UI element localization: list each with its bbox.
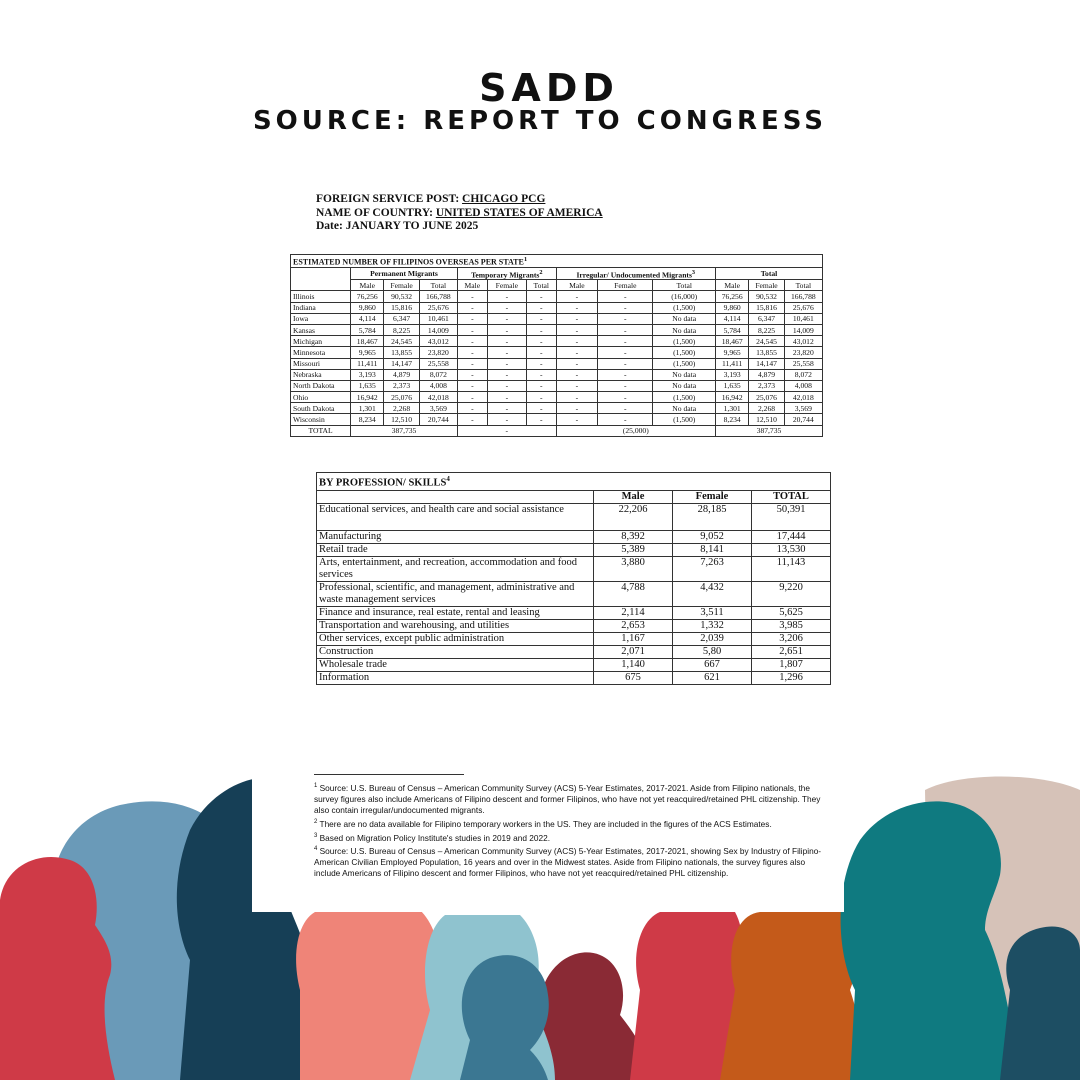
state-row bbox=[291, 291, 823, 302]
state-name: Kansas bbox=[291, 324, 351, 335]
state-cell: 76,256 bbox=[351, 291, 384, 302]
group-temporary: Temporary Migrants$^2$ bbox=[458, 267, 557, 280]
footnote-rule bbox=[314, 774, 464, 775]
prof-header-male: Male bbox=[594, 490, 673, 503]
profession-cell: 1,167 bbox=[594, 632, 673, 645]
state-cell: No data bbox=[653, 369, 716, 380]
state-cell: 25,558 bbox=[419, 358, 457, 369]
profession-cell: 11,143 bbox=[752, 556, 831, 581]
state-cell: (1,500) bbox=[653, 347, 716, 358]
state-cell: 25,076 bbox=[749, 392, 784, 403]
state-cell: - bbox=[598, 336, 653, 347]
state-cell: 12,510 bbox=[384, 414, 419, 425]
state-table-subheader bbox=[291, 280, 823, 291]
post-line bbox=[316, 193, 603, 207]
prof-header-total: TOTAL bbox=[752, 490, 831, 503]
profession-cell: 3,985 bbox=[752, 619, 831, 632]
state-cell: 4,114 bbox=[715, 313, 748, 324]
state-cell: 14,147 bbox=[384, 358, 419, 369]
state-cell: 8,225 bbox=[749, 324, 784, 335]
state-cell: - bbox=[598, 347, 653, 358]
state-cell: - bbox=[487, 324, 526, 335]
state-cell: 43,012 bbox=[784, 336, 822, 347]
state-name: Minnesota bbox=[291, 347, 351, 358]
profession-row bbox=[317, 503, 831, 530]
state-cell: - bbox=[458, 302, 488, 313]
state-cell: 18,467 bbox=[715, 336, 748, 347]
profession-skills-table bbox=[316, 472, 831, 685]
footnote: $^4$ Source: U.S. Bureau of Census – American Community Survey (ACS) 5-Year Estimates, 2017-2021, showing Sex by Industry of Filipino-American Civilian Employed Population, 16 years and over in the Midwest states. Aside from Filipino nationals, the survey figures also include Americans of Filipino descent and former Filipinos, who have not yet reacquired/retained PHL citizenship. bbox=[314, 846, 822, 879]
profession-cell: 5,80 bbox=[673, 645, 752, 658]
state-cell: 6,347 bbox=[749, 313, 784, 324]
profession-cell: 1,807 bbox=[752, 658, 831, 671]
country-line bbox=[316, 207, 603, 221]
state-cell: - bbox=[527, 291, 557, 302]
subheader-total: Total bbox=[784, 280, 822, 291]
state-cell: 1,635 bbox=[715, 380, 748, 391]
state-cell: (1,500) bbox=[653, 392, 716, 403]
state-cell: - bbox=[598, 358, 653, 369]
state-cell: - bbox=[598, 380, 653, 391]
state-cell: 1,301 bbox=[715, 403, 748, 414]
state-cell: No data bbox=[653, 313, 716, 324]
state-cell: - bbox=[458, 380, 488, 391]
state-cell: 42,018 bbox=[784, 392, 822, 403]
subheader-male: Male bbox=[715, 280, 748, 291]
state-cell: 4,008 bbox=[784, 380, 822, 391]
state-cell: 11,411 bbox=[715, 358, 748, 369]
state-cell: - bbox=[527, 414, 557, 425]
state-cell: - bbox=[556, 369, 598, 380]
state-name: Indiana bbox=[291, 302, 351, 313]
silhouette-dark-teal-center bbox=[460, 955, 549, 1080]
profession-cell: 5,625 bbox=[752, 606, 831, 619]
footnote-list bbox=[314, 781, 832, 879]
profession-row bbox=[317, 632, 831, 645]
state-cell: 20,744 bbox=[784, 414, 822, 425]
profession-cell: 8,392 bbox=[594, 530, 673, 543]
profession-cell: 3,880 bbox=[594, 556, 673, 581]
subheader-total: Total bbox=[527, 280, 557, 291]
state-cell: - bbox=[458, 313, 488, 324]
state-cell: - bbox=[556, 414, 598, 425]
state-cell: (1,500) bbox=[653, 302, 716, 313]
profession-name: Educational services, and health care and social assistance bbox=[317, 503, 594, 530]
state-cell: 20,744 bbox=[419, 414, 457, 425]
state-cell: - bbox=[527, 403, 557, 414]
state-cell: 3,193 bbox=[715, 369, 748, 380]
profession-row bbox=[317, 581, 831, 606]
document-header bbox=[316, 193, 603, 234]
state-cell: 1,301 bbox=[351, 403, 384, 414]
profession-cell: 4,432 bbox=[673, 581, 752, 606]
state-cell: 76,256 bbox=[715, 291, 748, 302]
state-cell: 25,076 bbox=[384, 392, 419, 403]
profession-row bbox=[317, 556, 831, 581]
state-cell: - bbox=[458, 336, 488, 347]
state-cell: - bbox=[458, 347, 488, 358]
subheader-total: Total bbox=[419, 280, 457, 291]
footnote: $^2$ There are no data available for Filipino temporary workers in the US. They are included in the figures of the ACS Estimates. bbox=[314, 818, 772, 829]
state-row bbox=[291, 358, 823, 369]
state-cell: - bbox=[487, 302, 526, 313]
state-cell: 16,942 bbox=[351, 392, 384, 403]
state-cell: - bbox=[458, 358, 488, 369]
state-cell: 166,788 bbox=[784, 291, 822, 302]
filipinos-per-state-table bbox=[290, 254, 823, 437]
profession-cell: 4,788 bbox=[594, 581, 673, 606]
state-cell: - bbox=[458, 403, 488, 414]
state-cell: - bbox=[598, 414, 653, 425]
state-cell: 12,510 bbox=[749, 414, 784, 425]
state-cell: - bbox=[598, 369, 653, 380]
state-cell: (1,500) bbox=[653, 336, 716, 347]
profession-cell: 2,651 bbox=[752, 645, 831, 658]
state-cell: - bbox=[458, 414, 488, 425]
profession-cell: 50,391 bbox=[752, 503, 831, 530]
state-cell: - bbox=[556, 403, 598, 414]
profession-cell: 5,389 bbox=[594, 543, 673, 556]
post-value: CHICAGO PCG bbox=[462, 193, 546, 205]
state-total-row: TOTAL 387,735 - (25,000) 387,735 bbox=[291, 425, 823, 436]
state-cell: 25,676 bbox=[419, 302, 457, 313]
state-cell: 5,784 bbox=[351, 324, 384, 335]
state-table-body bbox=[291, 291, 823, 425]
state-cell: - bbox=[598, 291, 653, 302]
state-cell: 13,855 bbox=[749, 347, 784, 358]
state-cell: 2,373 bbox=[749, 380, 784, 391]
state-cell: - bbox=[598, 324, 653, 335]
profession-cell: 1,140 bbox=[594, 658, 673, 671]
profession-cell: 7,263 bbox=[673, 556, 752, 581]
post-label: FOREIGN SERVICE POST: bbox=[316, 193, 460, 205]
state-cell: 3,569 bbox=[419, 403, 457, 414]
prof-header-female: Female bbox=[673, 490, 752, 503]
profession-cell: 9,052 bbox=[673, 530, 752, 543]
state-cell: (16,000) bbox=[653, 291, 716, 302]
state-cell: - bbox=[487, 369, 526, 380]
state-cell: - bbox=[527, 324, 557, 335]
state-cell: 9,860 bbox=[715, 302, 748, 313]
state-cell: - bbox=[527, 336, 557, 347]
profession-cell: 9,220 bbox=[752, 581, 831, 606]
state-cell: 166,788 bbox=[419, 291, 457, 302]
subheader-female: Female bbox=[749, 280, 784, 291]
state-name: South Dakota bbox=[291, 403, 351, 414]
subheader-female: Female bbox=[384, 280, 419, 291]
state-name: Illinois bbox=[291, 291, 351, 302]
profession-name: Construction bbox=[317, 645, 594, 658]
profession-cell: 2,653 bbox=[594, 619, 673, 632]
group-total: Total bbox=[715, 267, 822, 280]
state-row bbox=[291, 414, 823, 425]
profession-cell: 2,071 bbox=[594, 645, 673, 658]
state-cell: - bbox=[487, 414, 526, 425]
state-row bbox=[291, 324, 823, 335]
profession-cell: 3,511 bbox=[673, 606, 752, 619]
state-cell: 42,018 bbox=[419, 392, 457, 403]
profession-cell: 2,114 bbox=[594, 606, 673, 619]
state-cell: - bbox=[527, 313, 557, 324]
state-cell: 2,373 bbox=[384, 380, 419, 391]
state-cell: 9,965 bbox=[715, 347, 748, 358]
state-cell: - bbox=[458, 324, 488, 335]
state-name: North Dakota bbox=[291, 380, 351, 391]
prof-table-caption: BY PROFESSION/ SKILLS$^4$ bbox=[317, 473, 831, 491]
state-cell: 3,193 bbox=[351, 369, 384, 380]
state-cell: 14,009 bbox=[784, 324, 822, 335]
profession-cell: 1,296 bbox=[752, 671, 831, 684]
profession-cell: 621 bbox=[673, 671, 752, 684]
state-cell: 5,784 bbox=[715, 324, 748, 335]
state-cell: - bbox=[458, 392, 488, 403]
subheader-total: Total bbox=[653, 280, 716, 291]
date-line: Date: JANUARY TO JUNE 2025 bbox=[316, 220, 479, 232]
state-cell: 2,268 bbox=[749, 403, 784, 414]
page-title: SADD bbox=[479, 66, 619, 110]
state-cell: - bbox=[527, 392, 557, 403]
state-cell: 13,855 bbox=[384, 347, 419, 358]
state-name: Michigan bbox=[291, 336, 351, 347]
state-cell: - bbox=[556, 392, 598, 403]
state-cell: - bbox=[556, 302, 598, 313]
state-row bbox=[291, 336, 823, 347]
state-cell: - bbox=[458, 291, 488, 302]
state-cell: - bbox=[527, 369, 557, 380]
state-cell: 4,114 bbox=[351, 313, 384, 324]
state-cell: 15,816 bbox=[749, 302, 784, 313]
profession-row bbox=[317, 671, 831, 684]
profession-cell: 22,206 bbox=[594, 503, 673, 530]
state-cell: - bbox=[598, 403, 653, 414]
state-row bbox=[291, 380, 823, 391]
profession-name: Information bbox=[317, 671, 594, 684]
country-value: UNITED STATES OF AMERICA bbox=[435, 206, 603, 219]
profession-row bbox=[317, 543, 831, 556]
profession-name: Arts, entertainment, and recreation, accommodation and food services bbox=[317, 556, 594, 581]
state-cell: 9,860 bbox=[351, 302, 384, 313]
silhouette-dark-teal-right bbox=[1000, 927, 1080, 1080]
state-cell: No data bbox=[653, 403, 716, 414]
state-cell: - bbox=[598, 313, 653, 324]
state-cell: 4,879 bbox=[749, 369, 784, 380]
profession-name: Finance and insurance, real estate, rental and leasing bbox=[317, 606, 594, 619]
state-row bbox=[291, 347, 823, 358]
state-cell: 4,879 bbox=[384, 369, 419, 380]
profession-cell: 28,185 bbox=[673, 503, 752, 530]
profession-name: Other services, except public administration bbox=[317, 632, 594, 645]
state-cell: - bbox=[487, 392, 526, 403]
state-cell: - bbox=[487, 313, 526, 324]
state-cell: - bbox=[487, 336, 526, 347]
state-cell: 25,558 bbox=[784, 358, 822, 369]
state-cell: - bbox=[487, 358, 526, 369]
state-cell: - bbox=[527, 380, 557, 391]
state-cell: 2,268 bbox=[384, 403, 419, 414]
state-cell: - bbox=[598, 392, 653, 403]
state-name: Wisconsin bbox=[291, 414, 351, 425]
profession-row bbox=[317, 658, 831, 671]
state-cell: 43,012 bbox=[419, 336, 457, 347]
state-cell: 15,816 bbox=[384, 302, 419, 313]
profession-name: Transportation and warehousing, and utilities bbox=[317, 619, 594, 632]
state-name: Nebraska bbox=[291, 369, 351, 380]
state-cell: - bbox=[556, 380, 598, 391]
state-cell: 23,820 bbox=[784, 347, 822, 358]
profession-cell: 8,141 bbox=[673, 543, 752, 556]
state-row bbox=[291, 369, 823, 380]
profession-cell: 2,039 bbox=[673, 632, 752, 645]
state-cell: - bbox=[556, 358, 598, 369]
state-row bbox=[291, 302, 823, 313]
state-cell: - bbox=[527, 302, 557, 313]
state-cell: 23,820 bbox=[419, 347, 457, 358]
state-cell: 3,569 bbox=[784, 403, 822, 414]
profession-name: Professional, scientific, and management, administrative and waste management services bbox=[317, 581, 594, 606]
state-cell: 90,532 bbox=[749, 291, 784, 302]
state-cell: 1,635 bbox=[351, 380, 384, 391]
country-label: NAME OF COUNTRY: bbox=[316, 206, 433, 219]
profession-row bbox=[317, 619, 831, 632]
state-cell: 8,234 bbox=[351, 414, 384, 425]
profession-row bbox=[317, 645, 831, 658]
state-cell: (1,500) bbox=[653, 358, 716, 369]
profession-cell: 1,332 bbox=[673, 619, 752, 632]
state-cell: 8,072 bbox=[419, 369, 457, 380]
page-subtitle: SOURCE: REPORT TO CONGRESS bbox=[252, 106, 828, 136]
state-cell: 4,008 bbox=[419, 380, 457, 391]
state-row bbox=[291, 403, 823, 414]
state-cell: 25,676 bbox=[784, 302, 822, 313]
state-cell: 24,545 bbox=[384, 336, 419, 347]
state-cell: 18,467 bbox=[351, 336, 384, 347]
state-cell: 8,225 bbox=[384, 324, 419, 335]
state-cell: - bbox=[556, 313, 598, 324]
subheader-male: Male bbox=[556, 280, 598, 291]
state-cell: - bbox=[598, 302, 653, 313]
state-cell: 8,234 bbox=[715, 414, 748, 425]
state-table-caption: ESTIMATED NUMBER OF FILIPINOS OVERSEAS PER STATE$^1$ bbox=[291, 255, 823, 268]
state-cell: (1,500) bbox=[653, 414, 716, 425]
prof-table-body bbox=[317, 503, 831, 684]
state-cell: 14,147 bbox=[749, 358, 784, 369]
state-cell: 90,532 bbox=[384, 291, 419, 302]
profession-cell: 3,206 bbox=[752, 632, 831, 645]
profession-cell: 17,444 bbox=[752, 530, 831, 543]
profession-name: Manufacturing bbox=[317, 530, 594, 543]
state-cell: No data bbox=[653, 380, 716, 391]
profession-name: Wholesale trade bbox=[317, 658, 594, 671]
state-cell: - bbox=[556, 336, 598, 347]
state-cell: - bbox=[556, 324, 598, 335]
subheader-male: Male bbox=[351, 280, 384, 291]
profession-row bbox=[317, 530, 831, 543]
state-cell: - bbox=[458, 369, 488, 380]
state-cell: 11,411 bbox=[351, 358, 384, 369]
state-cell: - bbox=[487, 291, 526, 302]
subheader-female: Female bbox=[598, 280, 653, 291]
state-cell: - bbox=[487, 403, 526, 414]
state-cell: - bbox=[487, 380, 526, 391]
state-cell: 8,072 bbox=[784, 369, 822, 380]
profession-row bbox=[317, 606, 831, 619]
state-cell: 6,347 bbox=[384, 313, 419, 324]
footnote: $^1$ Source: U.S. Bureau of Census – American Community Survey (ACS) 5-Year Estimates, 2017-2021. Aside from Filipino nationals, the survey figures also include Americans of Filipino descent and former Filipinos, who have not yet reacquired/retained PHL citizenship. They also contain irregular/undocumented migrants. bbox=[314, 782, 821, 815]
footnote: $^3$ Based on Migration Policy Institute's studies in 2019 and 2022. bbox=[314, 832, 551, 843]
state-cell: 14,009 bbox=[419, 324, 457, 335]
profession-cell: 667 bbox=[673, 658, 752, 671]
state-cell: - bbox=[556, 291, 598, 302]
profession-name: Retail trade bbox=[317, 543, 594, 556]
state-name: Ohio bbox=[291, 392, 351, 403]
state-name: Iowa bbox=[291, 313, 351, 324]
state-cell: 9,965 bbox=[351, 347, 384, 358]
group-irregular: Irregular/ Undocumented Migrants$^3$ bbox=[556, 267, 715, 280]
state-cell: 24,545 bbox=[749, 336, 784, 347]
state-cell: 16,942 bbox=[715, 392, 748, 403]
state-cell: - bbox=[527, 347, 557, 358]
profession-cell: 675 bbox=[594, 671, 673, 684]
subheader-female: Female bbox=[487, 280, 526, 291]
state-cell: No data bbox=[653, 324, 716, 335]
footnotes-panel bbox=[252, 770, 844, 912]
group-permanent: Permanent Migrants bbox=[351, 267, 458, 280]
profession-cell: 13,530 bbox=[752, 543, 831, 556]
state-row bbox=[291, 313, 823, 324]
state-name: Missouri bbox=[291, 358, 351, 369]
state-cell: 10,461 bbox=[419, 313, 457, 324]
state-cell: - bbox=[556, 347, 598, 358]
state-cell: - bbox=[487, 347, 526, 358]
state-row bbox=[291, 392, 823, 403]
state-cell: 10,461 bbox=[784, 313, 822, 324]
subheader-male: Male bbox=[458, 280, 488, 291]
state-cell: - bbox=[527, 358, 557, 369]
